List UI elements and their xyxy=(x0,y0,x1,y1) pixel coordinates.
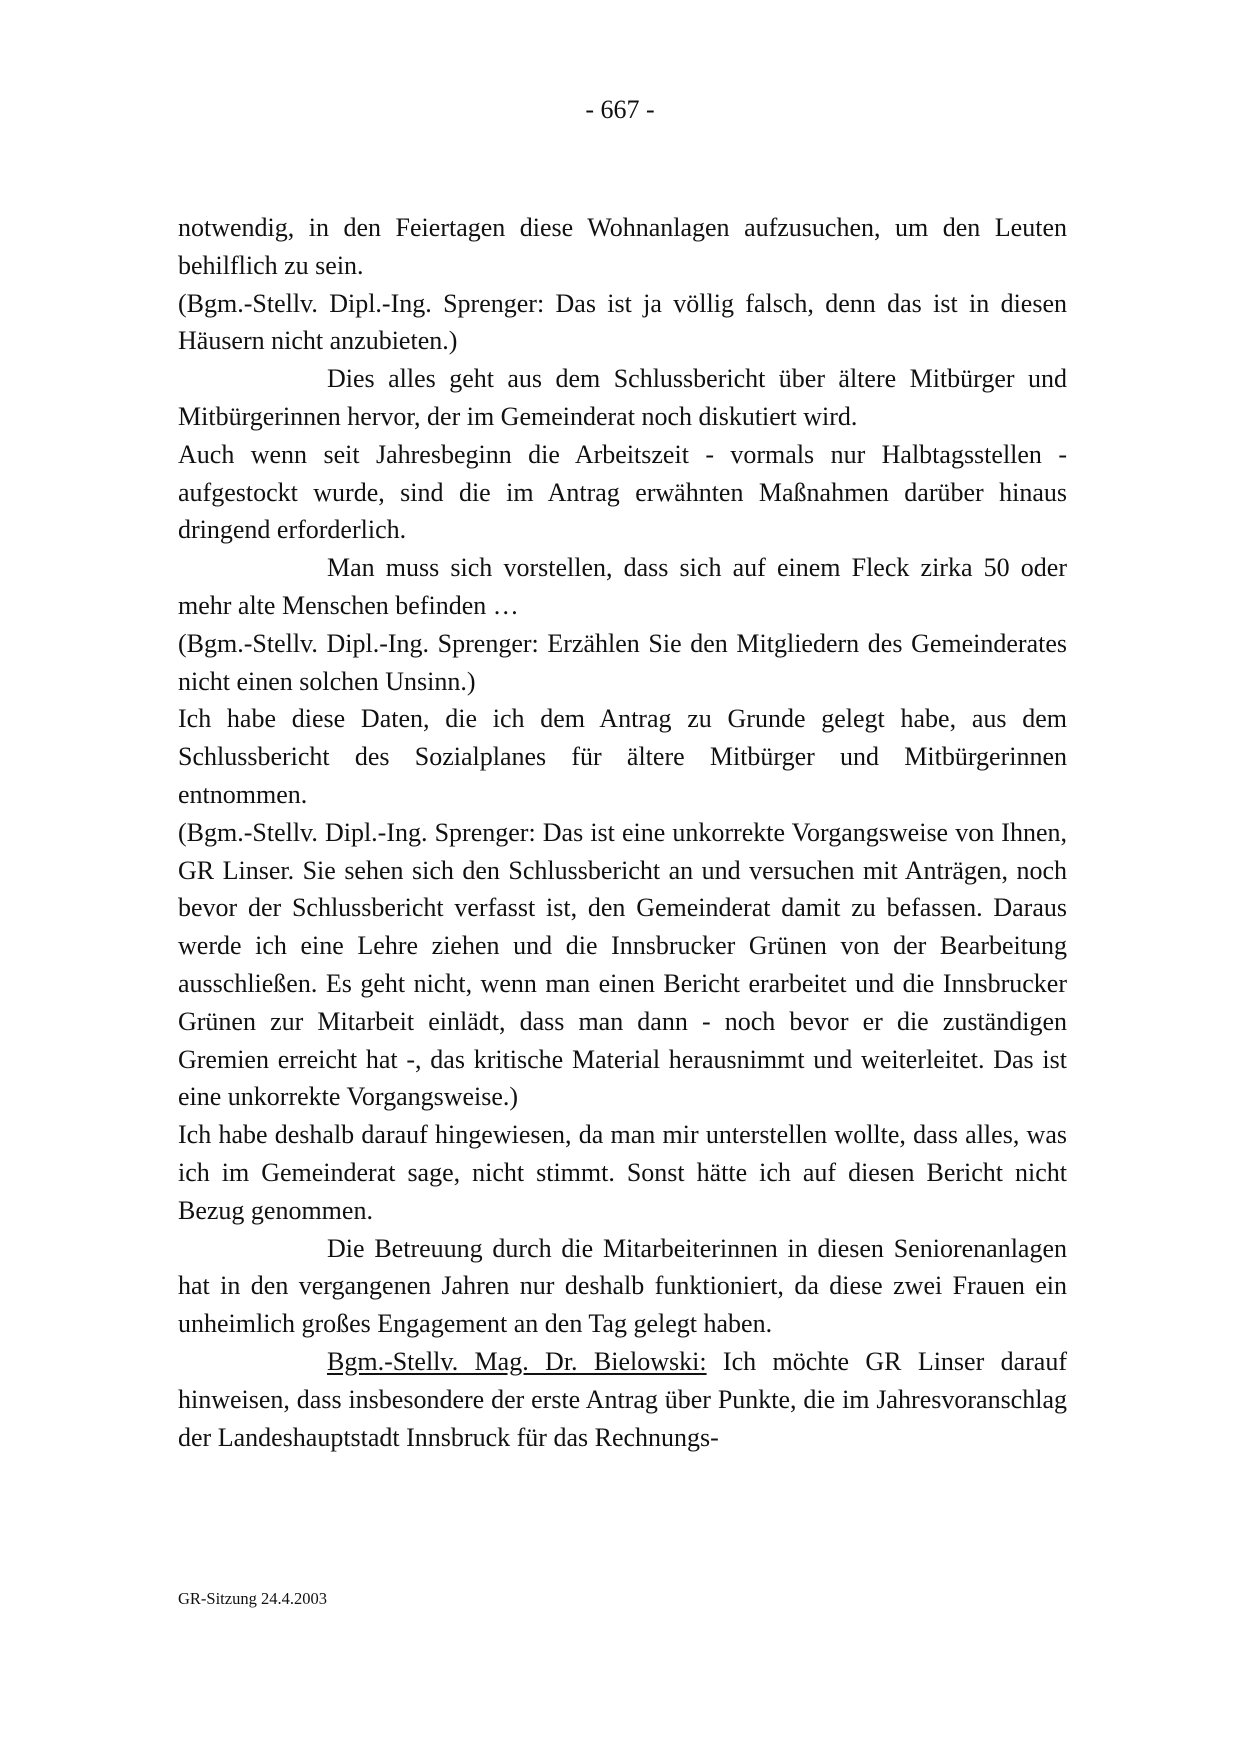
speaker-paragraph xyxy=(178,1343,1067,1456)
paragraph: Auch wenn seit Jahresbeginn die Arbeitszeit - vormals nur Halbtagsstellen - aufgestockt wurde, sind die im Antrag erwähnten Maßnahmen darüber hinaus dringend erforderlich. xyxy=(178,439,1067,545)
footer-session-label: GR-Sitzung 24.4.2003 xyxy=(178,1589,327,1608)
interjection: (Bgm.-Stellv. Dipl.-Ing. Sprenger: Erzählen Sie den Mitgliedern des Gemeinderates nicht einen solchen Unsinn.) xyxy=(178,628,1067,696)
document-body xyxy=(178,209,1067,1456)
paragraph: Die Betreuung durch die Mitarbeiterinnen in diesen Seniorenanlagen hat in den vergangenen Jahren nur deshalb funktioniert, da diese zwei Frauen ein unheimlich großes Engagement an den Tag gelegt haben. xyxy=(178,1233,1067,1339)
paragraph: notwendig, in den Feiertagen diese Wohnanlagen aufzusuchen, um den Leuten behilflich zu sein. xyxy=(178,213,1067,280)
paragraph: Dies alles geht aus dem Schlussbericht über ältere Mitbürger und Mitbürgerinnen hervor, der im Gemeinderat noch diskutiert wird. xyxy=(178,364,1067,431)
interjection: (Bgm.-Stellv. Dipl.-Ing. Sprenger: Das ist ja völlig falsch, denn das ist in diesen Häusern nicht anzubieten.) xyxy=(178,288,1067,356)
page-number: - 667 - xyxy=(585,95,655,124)
speaker-text: Ich möchte GR Linser darauf hinweisen, dass insbesondere der erste Antrag über Punkte, die im Jahresvoranschlag der Landeshauptstadt Innsbruck für das Rechnungs- xyxy=(178,1346,1067,1452)
paragraph: Man muss sich vorstellen, dass sich auf einem Fleck zirka 50 oder mehr alte Menschen befinden … xyxy=(178,553,1067,620)
speaker-name: Bgm.-Stellv. Mag. Dr. Bielowski: xyxy=(327,1346,707,1376)
paragraph: Ich habe deshalb darauf hingewiesen, da man mir unterstellen wollte, dass alles, was ich im Gemeinderat sage, nicht stimmt. Sonst hätte ich auf diesen Bericht nicht Bezug genommen. xyxy=(178,1120,1067,1225)
interjection: (Bgm.-Stellv. Dipl.-Ing. Sprenger: Das ist eine unkorrekte Vorgangsweise von Ihnen, GR Linser. Sie sehen sich den Schlussbericht an und versuchen mit Anträgen, noch bevor der Schlussbericht verfasst ist, den Gemeinderat damit zu befassen. Daraus werde ich eine Lehre ziehen und die Innsbrucker Grünen von der Bearbeitung ausschließen. Es geht nicht, wenn man einen Bericht erarbeitet und die Innsbrucker Grünen zur Mitarbeit einlädt, dass man dann - noch bevor er die zuständigen Gremien erreicht hat -, das kritische Material herausnimmt und weiterleitet. Das ist eine unkorrekte Vorgangsweise.) xyxy=(178,817,1067,1112)
paragraph: Ich habe diese Daten, die ich dem Antrag zu Grunde gelegt habe, aus dem Schlussbericht des Sozialplanes für ältere Mitbürger und Mitbürgerinnen entnommen. xyxy=(178,704,1067,809)
